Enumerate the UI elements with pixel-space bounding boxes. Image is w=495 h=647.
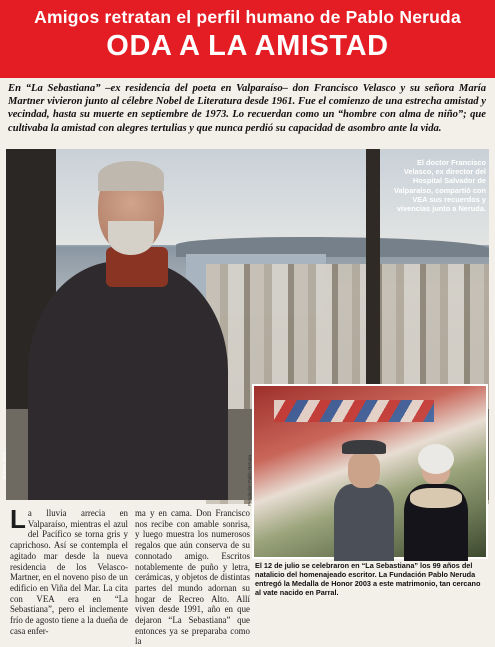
inset-man [334,440,394,561]
inset-man-suit [334,484,394,561]
portrait-hair [98,161,164,191]
main-photo-credit: Nelson Vera [2,452,8,480]
portrait-sweater [28,261,228,500]
headline-banner [0,0,495,78]
inset-bunting [274,400,434,422]
inset-photo-caption: El 12 de julio se celebraron en “La Sebastiana” los 99 años del natalicio del homenajeado escritor. La Fundación Pablo Neruda entregó la Medalla de Honor 2003 a este matrimonio, tan cercano al vate nacido en Parral. [255,561,481,598]
inset-man-hat [342,440,386,454]
main-photo-caption: El doctor Francisco Velasco, ex director del Hospital Salvador de Valparaíso, compartió con VEA sus recuerdos y vivencias junto a Neruda. [394,158,486,214]
body-column-1-text: a lluvia arrecia en Valparaíso, mientras el azul del Pacífico se torna gris y caprichoso. Así se contempla el agitado mar desde la nueva residencia de los Velasco-Martner, en el noveno piso de un edificio en Viña del Mar. La cita con VEA era en “La Sebastiana”, pero el inclemente frío de agosto tiene a la dueña de casa enfer- [10,508,128,636]
lede-paragraph: En “La Sebastiana” –ex residencia del poeta en Valparaíso– don Francisco Velasco y su señora María Martner vivieron junto al célebre Nobel de Literatura desde 1961. Fue el comienzo de una estrecha amistad y vecindad, hasta su muerte en septiembre de 1973. Lo recuerdan como un “hombre con alma de niño”; que cultivaba la amistad con alegres tertulias y que nunca perdió su capacidad de asombro ante la vida. [8,83,486,134]
portrait-beard [108,221,154,255]
inset-photo-credit: Fundación Pablo Neruda [247,455,252,506]
body-column-1 [10,504,128,636]
drop-cap: L [10,504,26,534]
inset-man-face [348,452,380,488]
inset-woman-hair [418,444,454,474]
headline: ODA A LA AMISTAD [106,30,389,62]
inset-woman-shawl [410,488,462,508]
kicker: Amigos retratan el perfil humano de Pablo Neruda [34,7,461,27]
inset-photo [252,384,488,559]
inset-woman [404,444,468,561]
photo-window-mullion [366,149,380,409]
photo-portrait-man [28,161,228,500]
body-column-2: ma y en cama. Don Francisco nos recibe con amable sonrisa, y luego muestra los numerosos regalos que aún conserva de su connotado amigo. Escritos notablemente de puño y letra, cerámicas, y objetos de distintas partes del mundo adornan su hogar de Recreo Alto. Allí viven desde 1991, año en que dejaron “La Sebastiana” que entonces ya se preparaba como la [135,508,250,647]
